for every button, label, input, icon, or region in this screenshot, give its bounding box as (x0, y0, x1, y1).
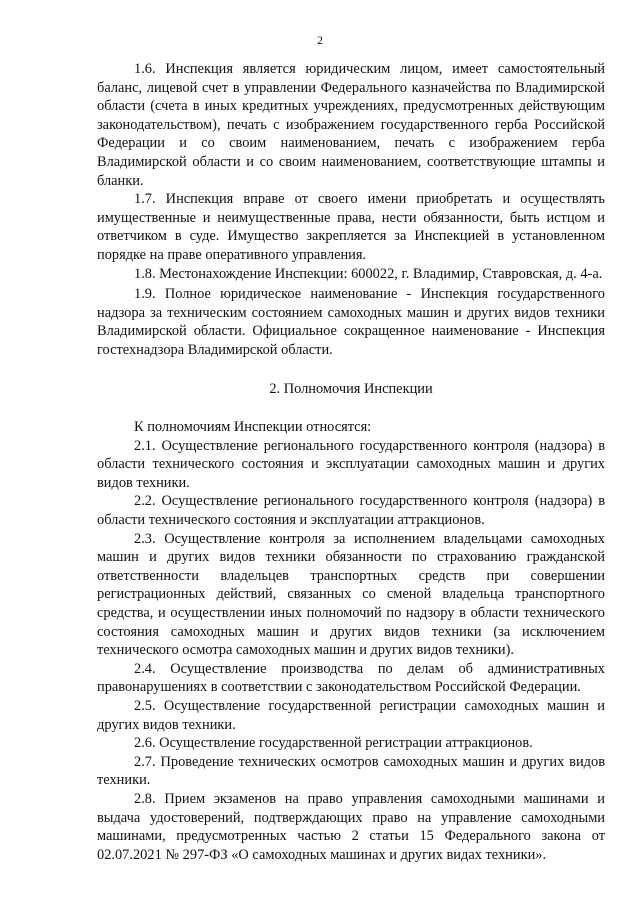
paragraph-2-3: 2.3. Осуществление контроля за исполнением владельцами самоходных машин и других видов техники обязанности по страхованию гражданской ответственности владельцев транспортных средств при совершении регистрационных действий, связанных со сменой владельца транспортного средства, и осуществлении иных полномочий по надзору в области технического состояния самоходных машин и других видов техники (за исключением технического осмотра самоходных машин и других видов техники). (97, 530, 605, 659)
section-2-intro: К полномочиям Инспекции относятся: (134, 419, 372, 436)
paragraph-2-2: 2.2. Осуществление регионального государственного контроля (надзора) в области технического состояния и эксплуатации аттракционов. (97, 493, 605, 529)
paragraph-2-1: 2.1. Осуществление регионального государственного контроля (надзора) в области технического состояния и эксплуатации самоходных машин и других видов техники. (97, 437, 605, 491)
document-body (97, 60, 605, 864)
paragraph-1-6: 1.6. Инспекция является юридическим лицом, имеет самостоятельный баланс, лицевой счет в управлении Федерального казначейства по Владимирской области (счета в иных кредитных учреждениях, предусмотренных действующим законодательством), печать с изображением государственного герба Российской Федерации и со своим наименованием, печать с изображением герба Владимирской области и со своим наименованием, соответствующие штампы и бланки. (97, 61, 605, 189)
paragraph-2-5: 2.5. Осуществление государственной регистрации самоходных машин и других видов техники. (97, 698, 605, 733)
paragraph-2-8: 2.8. Прием экзаменов на право управления самоходными машинами и выдача удостоверений, подтверждающих право на управление самоходными машинами, предусмотренных частью 2 статьи 15 Федерального закона от 02.07.2021 № 297-ФЗ «О самоходных машинах и других видах техники». (97, 790, 605, 863)
paragraph-2-4: 2.4. Осуществление производства по делам об административных правонарушениях в соответствии с законодательством Российской Федерации. (97, 660, 605, 696)
paragraph-1-9: 1.9. Полное юридическое наименование - Инспекция государственного надзора за техническим состоянием самоходных машин и других видов техники Владимирской области. Официальное сокращенное наименование - Инспекция гостехнадзора Владимирской области. (97, 286, 605, 358)
paragraph-1-7: 1.7. Инспекция вправе от своего имени приобретать и осуществлять имущественные и неимущественные права, нести обязанности, быть истцом и ответчиком в суде. Имущество закрепляется за Инспекцией в установленном порядке на праве оперативного управления. (97, 191, 605, 263)
section-2-heading: 2. Полномочия Инспекции (269, 380, 433, 397)
paragraph-2-7: 2.7. Проведение технических осмотров самоходных машин и других видов техники. (97, 753, 605, 789)
paragraph-2-6: 2.6. Осуществление государственной регистрации аттракционов. (134, 735, 533, 752)
paragraph-1-8: 1.8. Местонахождение Инспекции: 600022, г. Владимир, Ставровская, д. 4-а. (134, 265, 603, 282)
page-number: 2 (317, 33, 323, 47)
